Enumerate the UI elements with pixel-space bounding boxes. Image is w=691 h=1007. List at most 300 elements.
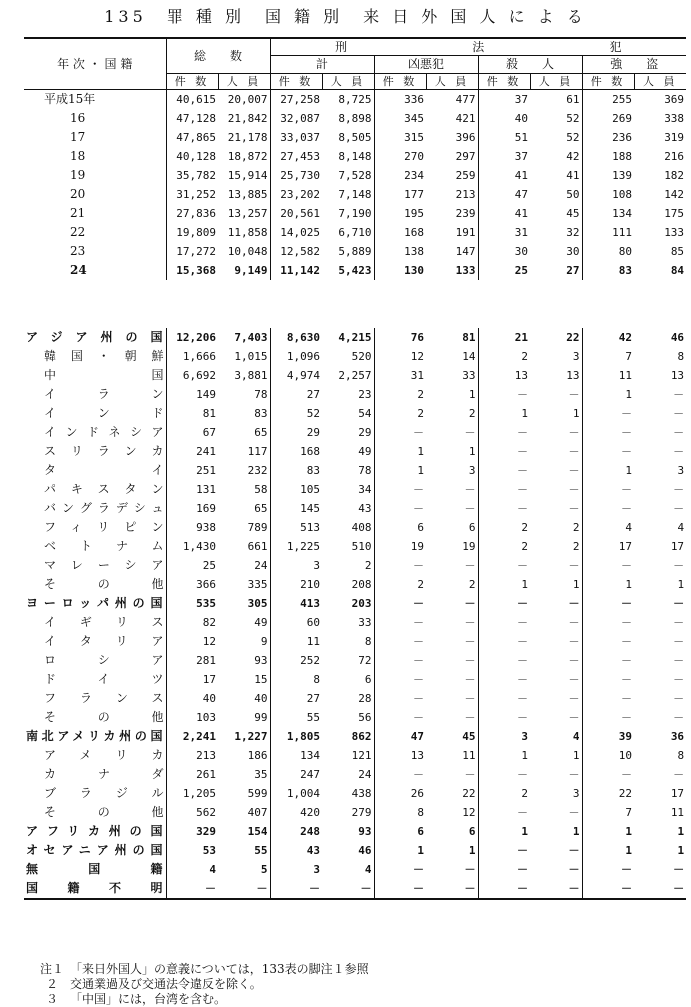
table-cell: －	[478, 556, 530, 575]
table-cell: －	[673, 616, 685, 629]
table-cell: 13,257	[227, 207, 268, 220]
table-cell: 5	[260, 863, 268, 876]
footnote-mark: ３	[45, 992, 58, 1006]
table-cell: －	[464, 673, 476, 686]
table-cell: 366	[166, 575, 218, 594]
row-label: タイ	[44, 463, 164, 477]
crime-statistics-table	[24, 37, 686, 900]
table-cell: 510	[351, 540, 372, 553]
table-cell: 2,241	[166, 727, 218, 746]
table-cell: 93	[254, 654, 268, 667]
table-cell: 47	[374, 727, 426, 746]
row-label: アフリカ州の国	[26, 824, 164, 838]
table-cell: 41	[478, 166, 530, 185]
table-cell: 83	[270, 461, 322, 480]
table-row	[24, 556, 686, 575]
table-cell: 41	[566, 169, 580, 182]
table-cell: 1	[582, 461, 634, 480]
table-cell: －	[374, 423, 426, 442]
table-cell: －	[582, 404, 634, 423]
table-row	[24, 242, 686, 261]
table-cell: 39	[582, 727, 634, 746]
table-cell: 2	[478, 518, 530, 537]
table-cell: 13	[478, 366, 530, 385]
table-cell: 27	[270, 385, 322, 404]
header-han-char: 犯	[609, 40, 622, 54]
table-cell: 177	[374, 185, 426, 204]
row-label: パキスタン	[44, 482, 164, 496]
row-label: アメリカ	[44, 748, 164, 762]
table-cell: 76	[374, 328, 426, 347]
table-row	[24, 147, 686, 166]
table-cell: －	[582, 708, 634, 727]
row-label: ベトナム	[44, 539, 164, 553]
table-cell: 1	[572, 825, 580, 838]
table-cell: 420	[270, 803, 322, 822]
table-cell: 61	[566, 93, 580, 106]
table-cell: 83	[254, 407, 268, 420]
table-cell: 259	[455, 169, 476, 182]
table-cell: 1	[572, 407, 580, 420]
table-cell: 19	[462, 540, 476, 553]
table-cell: 58	[254, 483, 268, 496]
table-cell: 15,368	[166, 261, 218, 280]
table-cell: 134	[582, 204, 634, 223]
table-cell: 33	[462, 369, 476, 382]
table-cell: 40,615	[166, 90, 218, 110]
table-cell: 1	[572, 749, 580, 762]
table-title: 135 罪 種 別 国 籍 別 来 日 外 国 人 に よ る	[104, 7, 587, 26]
table-cell: 83	[582, 261, 634, 280]
table-cell: －	[478, 708, 530, 727]
table-cell: 2	[374, 385, 426, 404]
table-cell: －	[374, 689, 426, 708]
table-cell: 477	[455, 93, 476, 106]
table-cell: 78	[254, 388, 268, 401]
table-cell: －	[568, 692, 580, 705]
header-total: 総 数	[166, 38, 270, 74]
table-cell: 1	[478, 404, 530, 423]
table-cell: 27,836	[166, 204, 218, 223]
table-cell: 40,128	[166, 147, 218, 166]
table-cell: 261	[166, 765, 218, 784]
table-cell: 2	[468, 407, 476, 420]
table-cell: 147	[455, 245, 476, 258]
table-cell: 2	[364, 559, 372, 572]
table-cell: －	[374, 765, 426, 784]
table-cell: 45	[462, 730, 476, 743]
table-row	[24, 613, 686, 632]
table-cell: 4	[572, 730, 580, 743]
table-cell: －	[464, 559, 476, 572]
table-cell: －	[478, 841, 530, 860]
table-cell: 93	[358, 825, 372, 838]
table-cell: 65	[254, 502, 268, 515]
row-label: アジア州の国	[26, 330, 164, 344]
table-cell: 1	[468, 445, 476, 458]
table-cell: 45	[566, 207, 580, 220]
table-cell: －	[673, 768, 685, 781]
table-cell: 31	[478, 223, 530, 242]
table-cell: 8,725	[338, 93, 372, 106]
table-cell: 562	[166, 803, 218, 822]
table-cell: 33	[358, 616, 372, 629]
table-cell: －	[582, 442, 634, 461]
table-cell: 5,889	[338, 245, 372, 258]
table-cell: 6,710	[338, 226, 372, 239]
table-cell: 138	[374, 242, 426, 261]
table-cell: 438	[351, 787, 372, 800]
table-cell: －	[478, 423, 530, 442]
table-cell: 19,809	[166, 223, 218, 242]
table-cell: 3	[478, 727, 530, 746]
table-cell: 67	[166, 423, 218, 442]
table-cell: 335	[247, 578, 268, 591]
footnote-text: 交通業過及び交通法令違反を除く。	[70, 977, 262, 991]
table-cell: 535	[166, 594, 218, 613]
table-row	[24, 594, 686, 613]
table-row	[24, 109, 686, 128]
table-cell: 27	[566, 264, 580, 277]
table-cell: 234	[374, 166, 426, 185]
table-cell: 33,037	[270, 128, 322, 147]
table-cell: 7,190	[338, 207, 372, 220]
table-cell: －	[478, 860, 530, 879]
table-cell: 1,805	[270, 727, 322, 746]
table-cell: 213	[166, 746, 218, 765]
table-cell: 30	[566, 245, 580, 258]
table-cell: 82	[166, 613, 218, 632]
table-cell: －	[464, 711, 476, 724]
table-cell: 315	[374, 128, 426, 147]
table-cell: －	[478, 879, 530, 899]
table-cell: 15,914	[227, 169, 268, 182]
footnote-1	[40, 962, 369, 977]
table-cell: －	[270, 879, 322, 899]
table-row	[24, 223, 686, 242]
table-cell: －	[568, 844, 580, 857]
table-cell: 5,423	[338, 264, 372, 277]
table-row	[24, 261, 686, 280]
table-cell: 421	[455, 112, 476, 125]
table-row	[24, 803, 686, 822]
table-cell: －	[582, 670, 634, 689]
table-cell: 186	[247, 749, 268, 762]
table-cell: 22	[582, 784, 634, 803]
table-row	[24, 366, 686, 385]
footnote-text: 「来日外国人」の意義については，133表の脚注１参照	[70, 962, 369, 976]
table-cell: －	[464, 483, 476, 496]
table-cell: 182	[664, 169, 685, 182]
table-cell: 7	[582, 347, 634, 366]
table-row	[24, 708, 686, 727]
row-label: 23	[70, 244, 86, 258]
table-cell: 43	[358, 502, 372, 515]
table-cell: 3	[677, 464, 685, 477]
table-cell: －	[478, 480, 530, 499]
table-cell: 81	[462, 331, 476, 344]
table-row	[24, 651, 686, 670]
table-row	[24, 442, 686, 461]
row-label: イタリア	[44, 634, 164, 648]
table-cell: 319	[664, 131, 685, 144]
table-cell: 17	[670, 787, 685, 800]
table-cell: 1	[677, 844, 685, 857]
table-cell: 336	[374, 90, 426, 110]
table-cell: 11	[582, 366, 634, 385]
row-label: インドネシア	[44, 425, 164, 439]
table-cell: 1	[478, 575, 530, 594]
header-satsujin-2: 人	[542, 57, 555, 71]
table-cell: 236	[582, 128, 634, 147]
header-satsujin-jinin: 人 員	[530, 74, 582, 90]
table-cell: 2	[572, 521, 580, 534]
table-cell: 25	[166, 556, 218, 575]
table-cell: 31	[374, 366, 426, 385]
table-row	[24, 727, 686, 746]
table-cell: 1,096	[270, 347, 322, 366]
table-cell: 20,007	[227, 93, 268, 106]
table-cell: －	[478, 442, 530, 461]
footnote-2	[40, 977, 369, 992]
table-cell: 6,692	[166, 366, 218, 385]
table-cell: 251	[166, 461, 218, 480]
table-cell: 130	[374, 261, 426, 280]
table-cell: 1	[582, 385, 634, 404]
table-cell: 78	[358, 464, 372, 477]
table-row	[24, 518, 686, 537]
table-cell: 31,252	[166, 185, 218, 204]
table-cell: 134	[270, 746, 322, 765]
header-kei-kensu: 件 数	[270, 74, 322, 90]
table-cell: －	[634, 879, 686, 899]
table-cell: 7,528	[338, 169, 372, 182]
table-cell: －	[374, 499, 426, 518]
table-cell: －	[582, 556, 634, 575]
table-cell: －	[426, 879, 478, 899]
table-cell: －	[673, 692, 685, 705]
row-label: 平成15年	[44, 92, 96, 106]
row-label: イラン	[44, 387, 164, 401]
table-cell: 338	[664, 112, 685, 125]
table-cell: －	[568, 711, 580, 724]
table-cell: 305	[247, 597, 268, 610]
table-cell: 85	[670, 245, 685, 258]
table-cell: 599	[247, 787, 268, 800]
table-cell: 210	[270, 575, 322, 594]
table-cell: 1,225	[270, 537, 322, 556]
table-cell: 10	[582, 746, 634, 765]
table-cell: －	[582, 765, 634, 784]
table-cell: －	[374, 860, 426, 879]
table-cell: 175	[664, 207, 685, 220]
row-label: イギリス	[44, 615, 164, 629]
table-header	[24, 38, 686, 90]
table-cell: 32	[566, 226, 580, 239]
table-cell: 1	[582, 841, 634, 860]
table-cell: 99	[254, 711, 268, 724]
table-cell: 17	[582, 537, 634, 556]
table-row	[24, 499, 686, 518]
table-cell: 1	[572, 578, 580, 591]
table-cell: 42	[582, 328, 634, 347]
table-cell: 49	[254, 616, 268, 629]
table-cell: 188	[582, 147, 634, 166]
header-goto-2: 盗	[646, 57, 659, 71]
table-cell: 11	[270, 632, 322, 651]
table-cell: 2	[478, 537, 530, 556]
table-cell: 1,430	[166, 537, 218, 556]
table-cell: 108	[582, 185, 634, 204]
table-cell: －	[568, 597, 580, 610]
table-cell: －	[568, 616, 580, 629]
table-cell: －	[568, 426, 580, 439]
table-cell: 6	[468, 825, 476, 838]
table-cell: －	[568, 863, 580, 876]
table-cell: 111	[582, 223, 634, 242]
header-keiho-group	[270, 38, 686, 56]
table-row	[24, 204, 686, 223]
table-cell: 169	[166, 499, 218, 518]
table-cell: －	[464, 863, 476, 876]
table-cell: 1	[468, 844, 476, 857]
row-label: スリランカ	[44, 444, 164, 458]
table-cell: 17,272	[166, 242, 218, 261]
table-cell: 13	[670, 369, 685, 382]
table-cell: 2	[468, 578, 476, 591]
table-cell: 191	[455, 226, 476, 239]
table-cell: 213	[455, 188, 476, 201]
table-cell: －	[478, 803, 530, 822]
header-total-jinin: 人 員	[218, 74, 270, 90]
row-label: ロシア	[44, 653, 164, 667]
table-cell: 241	[166, 442, 218, 461]
table-cell: 3	[572, 350, 580, 363]
header-goto-1: 強	[610, 57, 623, 71]
table-cell: －	[530, 879, 582, 899]
row-label: 国籍不明	[24, 879, 166, 899]
table-cell: 252	[270, 651, 322, 670]
table-cell: 661	[247, 540, 268, 553]
table-cell: －	[568, 806, 580, 819]
table-cell: －	[374, 594, 426, 613]
table-cell: －	[374, 613, 426, 632]
table-cell: 4	[166, 860, 218, 879]
table-cell: －	[673, 863, 685, 876]
table-cell: 142	[664, 188, 685, 201]
table-cell: －	[464, 426, 476, 439]
table-cell: 19	[374, 537, 426, 556]
header-satsujin	[478, 56, 582, 74]
table-cell: 53	[166, 841, 218, 860]
table-cell: 24	[358, 768, 372, 781]
row-label: 韓国・朝鮮	[44, 349, 164, 363]
table-row	[24, 537, 686, 556]
table-cell: －	[673, 711, 685, 724]
header-ho-char: 法	[472, 40, 485, 54]
table-cell: 789	[247, 521, 268, 534]
table-cell: 1	[677, 578, 685, 591]
table-cell: 30	[478, 242, 530, 261]
table-cell: －	[568, 464, 580, 477]
table-cell: 513	[270, 518, 322, 537]
table-cell: 4	[582, 518, 634, 537]
table-cell: 55	[254, 844, 268, 857]
table-cell: 2	[478, 784, 530, 803]
row-label: 22	[70, 225, 86, 239]
header-kyoakuhan-kensu: 件 数	[374, 74, 426, 90]
table-cell: 49	[358, 445, 372, 458]
table-cell: 34	[358, 483, 372, 496]
table-cell: 408	[351, 521, 372, 534]
table-cell: 54	[358, 407, 372, 420]
table-cell: －	[568, 388, 580, 401]
table-cell: 55	[270, 708, 322, 727]
table-cell: －	[582, 879, 634, 899]
table-cell: －	[673, 502, 685, 515]
table-cell: 37	[478, 90, 530, 110]
table-cell: 22	[462, 787, 476, 800]
table-cell: 12	[374, 347, 426, 366]
table-cell: －	[673, 559, 685, 572]
table-cell: 46	[670, 331, 685, 344]
table-cell: 195	[374, 204, 426, 223]
table-cell: 203	[351, 597, 372, 610]
table-cell: 47	[478, 185, 530, 204]
table-cell: 80	[582, 242, 634, 261]
table-cell: －	[673, 654, 685, 667]
row-label: 16	[70, 111, 86, 125]
table-cell: －	[464, 616, 476, 629]
table-cell: －	[322, 879, 374, 899]
table-cell: －	[673, 635, 685, 648]
table-cell: 4,215	[338, 331, 372, 344]
header-goto	[582, 56, 686, 74]
footnote-text: 「中国」には，台湾を含む。	[70, 992, 227, 1006]
table-cell: 40	[166, 689, 218, 708]
table-cell: －	[582, 499, 634, 518]
footnotes	[40, 962, 369, 1007]
table-row	[24, 423, 686, 442]
table-cell: －	[673, 597, 685, 610]
table-cell: 25	[478, 261, 530, 280]
table-cell: 11	[670, 806, 685, 819]
table-cell: －	[582, 689, 634, 708]
table-cell: 407	[247, 806, 268, 819]
table-cell: 3	[572, 787, 580, 800]
table-cell: 9	[260, 635, 268, 648]
table-cell: 270	[374, 147, 426, 166]
header-kyoakuhan: 凶悪犯	[374, 56, 478, 74]
table-cell: 24	[254, 559, 268, 572]
table-cell: 13,885	[227, 188, 268, 201]
table-cell: －	[166, 879, 218, 899]
header-kei-jinin: 人 員	[322, 74, 374, 90]
table-cell: 50	[566, 188, 580, 201]
spacer-cell	[24, 280, 686, 328]
table-cell: 1	[582, 822, 634, 841]
table-cell: 154	[247, 825, 268, 838]
table-cell: 208	[351, 578, 372, 591]
header-year-nationality: 年 次 ・ 国 籍	[24, 38, 166, 90]
table-cell: 10,048	[227, 245, 268, 258]
table-cell: 239	[455, 207, 476, 220]
table-row	[24, 480, 686, 499]
table-cell: －	[582, 860, 634, 879]
table-cell: 8,505	[338, 131, 372, 144]
row-label: フィリピン	[44, 520, 164, 534]
table-cell: 47,865	[166, 128, 218, 147]
